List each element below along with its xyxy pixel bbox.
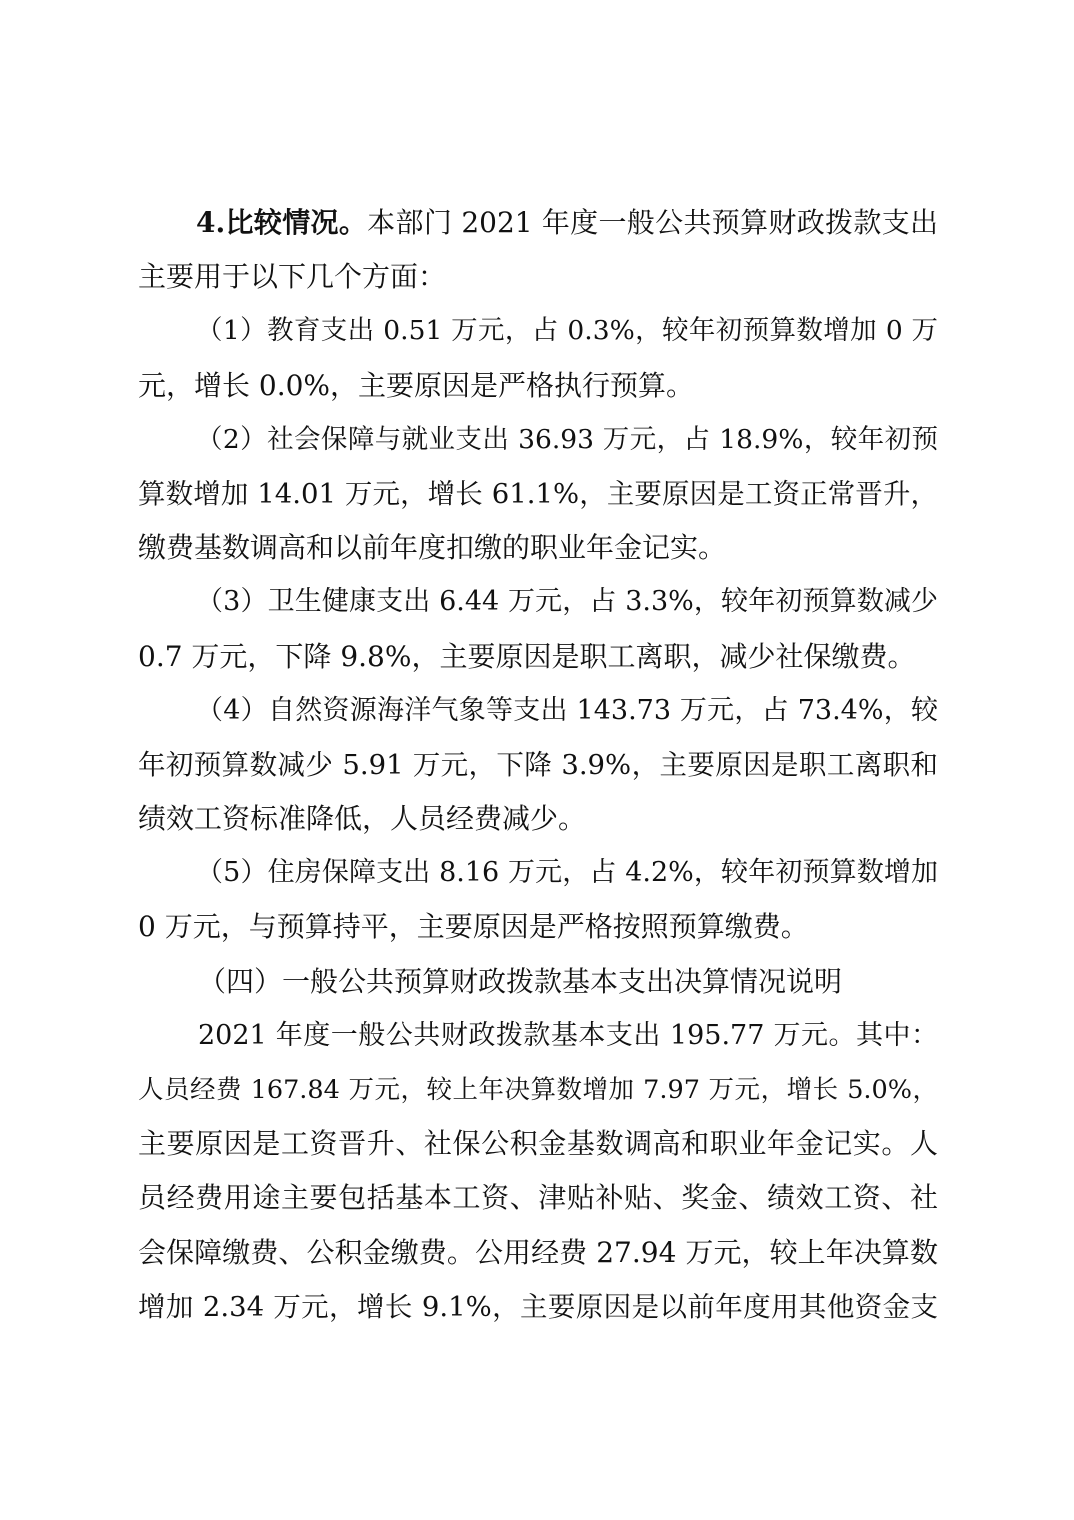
item-line: （4）自然资源海洋气象等支出 143.73 万元，占 73.4%，较 [196, 694, 938, 726]
paragraph-line: 主要用于以下几个方面： [138, 260, 447, 294]
item-line: 缴费基数调高和以前年度扣缴的职业年金记实。 [138, 531, 727, 565]
item-line: 绩效工资标准降低，人员经费减少。 [138, 802, 587, 836]
paragraph-line: 员经费用途主要包括基本工资、津贴补贴、奖金、绩效工资、社 [138, 1181, 938, 1215]
paragraph-line: 会保障缴费、公积金缴费。公用经费 27.94 万元，较上年决算数 [138, 1235, 938, 1269]
section-heading: （四）一般公共预算财政拨款基本支出决算情况说明 [198, 964, 843, 998]
paragraph-line [138, 196, 938, 250]
item-line: （5）住房保障支出 8.16 万元，占 4.2%，较年初预算数增加 [196, 857, 938, 889]
paragraph-line: 主要原因是工资晋升、社保公积金基数调高和职业年金记实。人 [138, 1127, 938, 1161]
item-line: 0.7 万元，下降 9.8%，主要原因是职工离职，减少社保缴费。 [138, 639, 916, 673]
item-line: 元，增长 0.0%，主要原因是严格执行预算。 [138, 368, 695, 402]
item-line: （2）社会保障与就业支出 36.93 万元，占 18.9%，较年初预 [196, 423, 938, 455]
document-body [138, 196, 938, 1334]
item-line: （3）卫生健康支出 6.44 万元，占 3.3%，较年初预算数减少 [196, 586, 938, 618]
item-line: 0 万元，与预算持平，主要原因是严格按照预算缴费。 [138, 910, 809, 944]
item-line: 算数增加 14.01 万元，增长 61.1%，主要原因是工资正常晋升， [138, 477, 938, 510]
paragraph-line: 人员经费 167.84 万元，较上年决算数增加 7.97 万元，增长 5.0%， [138, 1075, 938, 1105]
section-lead-title: 4.比较情况。 [196, 206, 368, 239]
item-line: （1）教育支出 0.51 万元，占 0.3%，较年初预算数增加 0 万 [196, 315, 938, 347]
section-lead-text: 本部门 2021 年度一般公共预算财政拨款支出 [367, 206, 938, 239]
item-line: 年初预算数减少 5.91 万元，下降 3.9%，主要原因是职工离职和 [138, 748, 938, 781]
paragraph-line: 增加 2.34 万元，增长 9.1%，主要原因是以前年度用其他资金支 [138, 1290, 938, 1323]
paragraph-line: 2021 年度一般公共财政拨款基本支出 195.77 万元。其中： [198, 1019, 938, 1051]
